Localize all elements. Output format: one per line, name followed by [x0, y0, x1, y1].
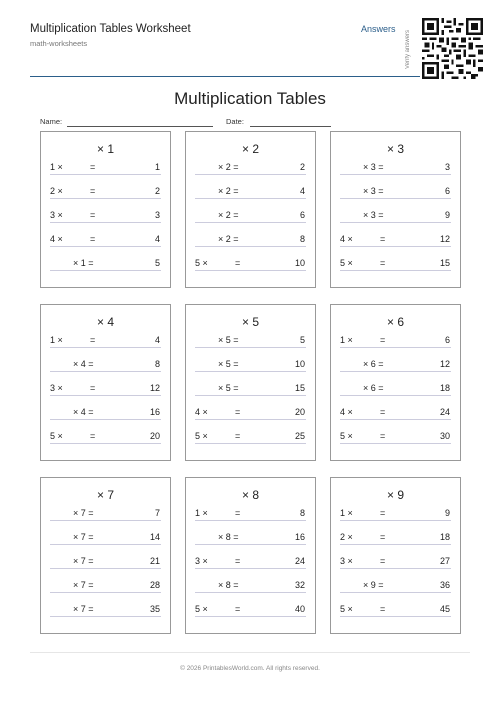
equation-result: 5	[154, 258, 160, 268]
equation-row[interactable]	[50, 507, 161, 521]
equation-row[interactable]	[195, 579, 306, 593]
equation-result: 12	[439, 234, 450, 244]
worksheet-category: math-worksheets	[30, 39, 88, 48]
equation-result: 10	[294, 258, 305, 268]
equation-row[interactable]	[340, 406, 451, 420]
equation-row[interactable]	[340, 161, 451, 175]
equation-operator: × 2 =	[218, 162, 239, 172]
equation-operator: =	[90, 383, 96, 393]
equation-operator: =	[380, 532, 386, 542]
equation-result: 2	[299, 162, 305, 172]
equation-result: 8	[299, 234, 305, 244]
equation-left: 3 ×	[195, 556, 208, 566]
equation-result: 27	[439, 556, 450, 566]
equation-row[interactable]	[50, 358, 161, 372]
equation-operator: × 2 =	[218, 186, 239, 196]
equation-operator: × 7 =	[73, 604, 94, 614]
equation-operator: × 7 =	[73, 508, 94, 518]
equation-left: 1 ×	[340, 508, 353, 518]
equation-result: 16	[149, 407, 160, 417]
equation-left: 5 ×	[195, 431, 208, 441]
equation-row[interactable]	[195, 531, 306, 545]
equation-operator: =	[235, 604, 241, 614]
equation-row[interactable]	[195, 555, 306, 569]
equation-operator: × 9 =	[363, 580, 384, 590]
equation-result: 3	[154, 210, 160, 220]
equation-operator: =	[90, 162, 96, 172]
equation-result: 6	[444, 186, 450, 196]
equation-row[interactable]	[340, 185, 451, 199]
equation-row[interactable]	[195, 603, 306, 617]
equation-result: 20	[294, 407, 305, 417]
equation-result: 21	[149, 556, 160, 566]
equation-row[interactable]	[340, 358, 451, 372]
equation-operator: =	[380, 508, 386, 518]
equation-row[interactable]	[340, 209, 451, 223]
equation-operator: =	[380, 258, 386, 268]
equation-row[interactable]	[195, 406, 306, 420]
equation-result: 7	[154, 508, 160, 518]
equation-row[interactable]	[50, 334, 161, 348]
equation-row[interactable]	[50, 555, 161, 569]
equation-operator: =	[90, 210, 96, 220]
table-card-title: × 2	[241, 142, 259, 156]
equation-operator: =	[380, 604, 386, 614]
equation-operator: × 2 =	[218, 234, 239, 244]
equation-left: 5 ×	[340, 604, 353, 614]
equation-result: 4	[299, 186, 305, 196]
table-card	[330, 304, 461, 461]
equation-row[interactable]	[50, 603, 161, 617]
equation-result: 25	[294, 431, 305, 441]
table-card	[40, 131, 171, 288]
equation-result: 3	[444, 162, 450, 172]
equation-left: 5 ×	[195, 258, 208, 268]
equation-result: 24	[294, 556, 305, 566]
equation-result: 12	[149, 383, 160, 393]
equation-result: 28	[149, 580, 160, 590]
equation-result: 6	[444, 335, 450, 345]
equation-operator: =	[380, 407, 386, 417]
name-label: Name:	[40, 117, 63, 126]
equation-result: 18	[439, 383, 450, 393]
equation-row[interactable]	[50, 531, 161, 545]
equation-result: 35	[149, 604, 160, 614]
qr-code-icon[interactable]	[422, 18, 483, 79]
equation-row[interactable]	[195, 382, 306, 396]
table-card	[185, 304, 316, 461]
equation-operator: × 3 =	[363, 186, 384, 196]
equation-result: 15	[294, 383, 305, 393]
equation-result: 18	[439, 532, 450, 542]
equation-left: 5 ×	[340, 258, 353, 268]
equation-row[interactable]	[340, 233, 451, 247]
equation-operator: × 4 =	[73, 407, 94, 417]
equation-row[interactable]	[195, 233, 306, 247]
equation-operator: =	[235, 508, 241, 518]
equation-result: 10	[294, 359, 305, 369]
header-divider	[30, 76, 420, 77]
equation-result: 20	[149, 431, 160, 441]
equation-result: 2	[154, 186, 160, 196]
table-card-title: × 4	[96, 315, 114, 329]
equation-left: 5 ×	[195, 604, 208, 614]
date-label: Date:	[226, 117, 244, 126]
equation-row[interactable]	[340, 334, 451, 348]
equation-result: 8	[154, 359, 160, 369]
worksheet-header	[30, 18, 490, 80]
equation-left: 1 ×	[50, 162, 63, 172]
equation-result: 6	[299, 210, 305, 220]
equation-row[interactable]	[195, 209, 306, 223]
equation-operator: =	[235, 258, 241, 268]
equation-result: 4	[154, 234, 160, 244]
equation-operator: × 5 =	[218, 359, 239, 369]
equation-result: 4	[154, 335, 160, 345]
equation-row[interactable]	[195, 161, 306, 175]
equation-row[interactable]	[195, 507, 306, 521]
equation-left: 4 ×	[340, 407, 353, 417]
equation-row[interactable]	[340, 507, 451, 521]
table-card-title: × 5	[241, 315, 259, 329]
table-card	[330, 477, 461, 634]
table-card-title: × 8	[241, 488, 259, 502]
table-card	[185, 477, 316, 634]
name-field[interactable]	[67, 126, 213, 127]
equation-operator: =	[380, 335, 386, 345]
equation-operator: × 6 =	[363, 359, 384, 369]
equation-result: 9	[444, 210, 450, 220]
equation-row[interactable]	[50, 406, 161, 420]
page-title: Multiplication Tables	[174, 89, 326, 108]
equation-left: 4 ×	[50, 234, 63, 244]
equation-result: 1	[154, 162, 160, 172]
table-card	[185, 131, 316, 288]
table-card-title: × 3	[386, 142, 404, 156]
equation-row[interactable]	[50, 209, 161, 223]
equation-operator: × 8 =	[218, 580, 239, 590]
equation-result: 16	[294, 532, 305, 542]
table-card-title: × 6	[386, 315, 404, 329]
equation-operator: =	[380, 234, 386, 244]
equation-left: 3 ×	[50, 383, 63, 393]
equation-result: 12	[439, 359, 450, 369]
equation-result: 40	[294, 604, 305, 614]
equation-result: 36	[439, 580, 450, 590]
table-card-title: × 7	[96, 488, 114, 502]
equation-left: 4 ×	[340, 234, 353, 244]
table-card	[40, 304, 171, 461]
equation-operator: =	[235, 407, 241, 417]
equation-row[interactable]	[50, 430, 161, 444]
equation-row[interactable]	[340, 579, 451, 593]
equation-operator: =	[90, 186, 96, 196]
equation-operator: =	[90, 234, 96, 244]
equation-operator: =	[90, 335, 96, 345]
equation-operator: × 7 =	[73, 532, 94, 542]
equation-left: 2 ×	[340, 532, 353, 542]
equation-result: 45	[439, 604, 450, 614]
table-card	[40, 477, 171, 634]
equation-row[interactable]	[340, 555, 451, 569]
equation-row[interactable]	[195, 185, 306, 199]
equation-operator: × 3 =	[363, 210, 384, 220]
equation-row[interactable]	[340, 603, 451, 617]
equation-result: 14	[149, 532, 160, 542]
copyright-footer: © 2026 PrintablesWorld.com. All rights reserved.	[180, 665, 320, 672]
equation-left: 3 ×	[50, 210, 63, 220]
equation-row[interactable]	[50, 579, 161, 593]
equation-left: 5 ×	[340, 431, 353, 441]
equation-operator: × 3 =	[363, 162, 384, 172]
equation-left: 1 ×	[340, 335, 353, 345]
equation-operator: =	[235, 431, 241, 441]
equation-operator: × 7 =	[73, 556, 94, 566]
equation-row[interactable]	[50, 257, 161, 271]
equation-operator: × 5 =	[218, 383, 239, 393]
equation-left: 4 ×	[195, 407, 208, 417]
equation-row[interactable]	[340, 257, 451, 271]
equation-result: 5	[299, 335, 305, 345]
equation-operator: × 4 =	[73, 359, 94, 369]
equation-operator: =	[380, 431, 386, 441]
equation-operator: × 8 =	[218, 532, 239, 542]
equation-result: 9	[444, 508, 450, 518]
equation-row[interactable]	[50, 382, 161, 396]
equation-left: 1 ×	[195, 508, 208, 518]
equation-row[interactable]	[340, 382, 451, 396]
equation-result: 8	[299, 508, 305, 518]
equation-operator: × 1 =	[73, 258, 94, 268]
equation-row[interactable]	[340, 531, 451, 545]
equation-row[interactable]	[340, 430, 451, 444]
equation-operator: × 2 =	[218, 210, 239, 220]
equation-operator: =	[235, 556, 241, 566]
equation-result: 30	[439, 431, 450, 441]
equation-operator: × 6 =	[363, 383, 384, 393]
equation-result: 32	[294, 580, 305, 590]
equation-row[interactable]	[195, 334, 306, 348]
equation-row[interactable]	[195, 257, 306, 271]
answers-link[interactable]: Answers	[361, 24, 396, 34]
worksheet-title: Multiplication Tables Worksheet	[30, 23, 191, 35]
footer-divider	[30, 652, 470, 653]
equation-row[interactable]	[195, 358, 306, 372]
table-card-title: × 1	[96, 142, 114, 156]
equation-operator: =	[90, 431, 96, 441]
equation-row[interactable]	[50, 185, 161, 199]
equation-row[interactable]	[195, 430, 306, 444]
equation-operator: =	[380, 556, 386, 566]
equation-operator: × 7 =	[73, 580, 94, 590]
verify-answers-label: Verify answers	[405, 29, 411, 69]
table-card	[330, 131, 461, 288]
equation-result: 24	[439, 407, 450, 417]
equation-result: 15	[439, 258, 450, 268]
equation-row[interactable]	[50, 233, 161, 247]
equation-left: 1 ×	[50, 335, 63, 345]
equation-operator: × 5 =	[218, 335, 239, 345]
table-card-title: × 9	[386, 488, 404, 502]
date-field[interactable]	[250, 126, 331, 127]
equation-left: 2 ×	[50, 186, 63, 196]
equation-left: 3 ×	[340, 556, 353, 566]
equation-row[interactable]	[50, 161, 161, 175]
equation-left: 5 ×	[50, 431, 63, 441]
